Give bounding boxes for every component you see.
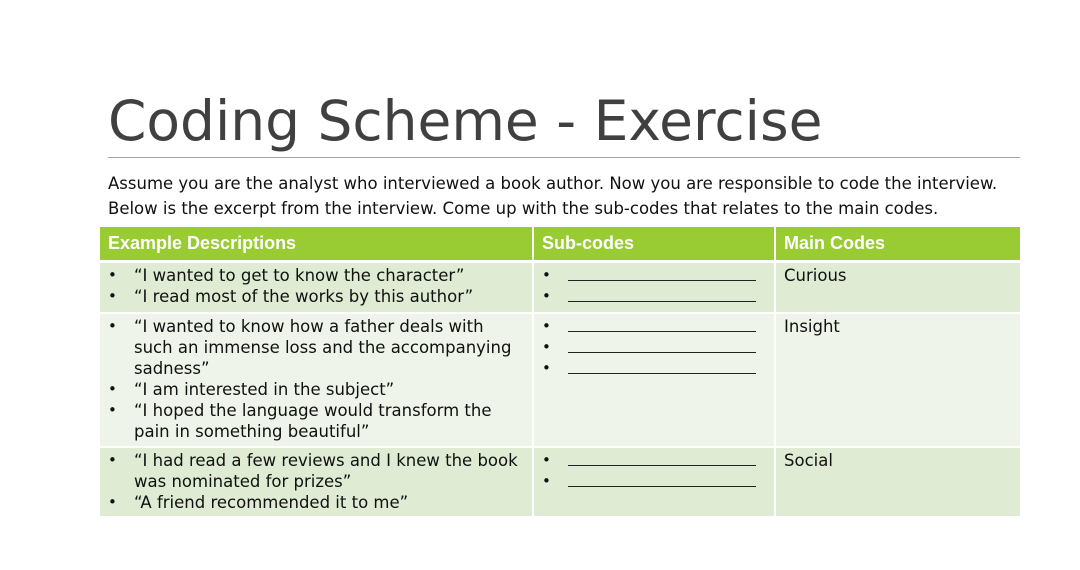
main-code-label: Social bbox=[784, 450, 833, 470]
main-code-cell bbox=[775, 313, 1020, 447]
table-row bbox=[100, 447, 1020, 517]
descriptions-cell bbox=[100, 262, 533, 313]
descriptions-cell bbox=[100, 447, 533, 517]
description-item: • “I wanted to get to know the character” bbox=[108, 265, 524, 286]
main-code-label: Curious bbox=[784, 266, 847, 285]
header-main-codes: Main Codes bbox=[775, 227, 1020, 262]
description-item: • “I wanted to know how a father deals with such an immense loss and the accompanying sadness” bbox=[108, 316, 524, 379]
subcodes-cell bbox=[533, 447, 775, 517]
subcode-blank[interactable] bbox=[568, 337, 756, 353]
header-sub-codes: Sub-codes bbox=[533, 227, 775, 262]
intro-text bbox=[108, 171, 1038, 221]
subcode-blank-item bbox=[542, 265, 766, 286]
description-item: • “I am interested in the subject” bbox=[108, 379, 524, 400]
subcode-blank[interactable] bbox=[568, 286, 756, 302]
slide-title: Coding Scheme - Exercise bbox=[108, 89, 823, 153]
subcode-blank-item bbox=[542, 450, 766, 471]
coding-table bbox=[100, 227, 1020, 518]
subcode-blank[interactable] bbox=[568, 358, 756, 374]
subcode-blank-item bbox=[542, 358, 766, 379]
subcode-blank[interactable] bbox=[568, 471, 756, 487]
table-header-row bbox=[100, 227, 1020, 262]
description-item: • “A friend recommended it to me” bbox=[108, 492, 524, 513]
description-item: • “I read most of the works by this author” bbox=[108, 286, 524, 307]
subcode-blank-item bbox=[542, 471, 766, 492]
main-code-label: Insight bbox=[784, 316, 840, 336]
subcodes-cell bbox=[533, 313, 775, 447]
description-item: • “I had read a few reviews and I knew the book was nominated for prizes” bbox=[108, 450, 524, 492]
subcode-blank-item bbox=[542, 286, 766, 307]
subcode-blank[interactable] bbox=[568, 265, 756, 281]
intro-line-2: Below is the excerpt from the interview. Come up with the sub-codes that relates to the main codes. bbox=[108, 199, 939, 218]
main-code-cell bbox=[775, 262, 1020, 313]
subcode-blank-item bbox=[542, 316, 766, 337]
subcode-blank[interactable] bbox=[568, 450, 756, 466]
main-code-cell bbox=[775, 447, 1020, 517]
title-divider bbox=[108, 157, 1020, 158]
description-item: • “I hoped the language would transform the pain in something beautiful” bbox=[108, 400, 524, 442]
descriptions-cell bbox=[100, 313, 533, 447]
subcodes-cell bbox=[533, 262, 775, 313]
subcode-blank[interactable] bbox=[568, 316, 756, 332]
subcode-blank-item bbox=[542, 337, 766, 358]
header-example-descriptions: Example Descriptions bbox=[100, 227, 533, 262]
intro-line-1: Assume you are the analyst who interviewed a book author. Now you are responsible to code the interview. bbox=[108, 174, 998, 193]
table-row bbox=[100, 262, 1020, 313]
table-row bbox=[100, 313, 1020, 447]
